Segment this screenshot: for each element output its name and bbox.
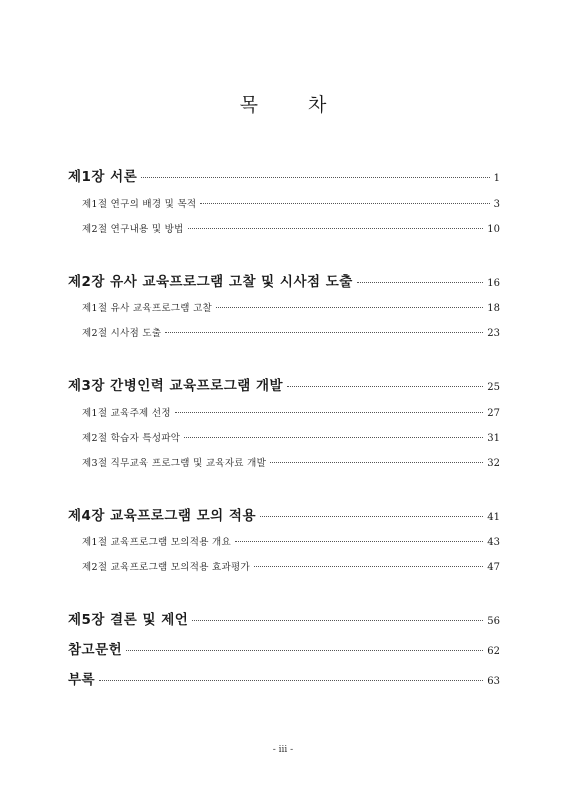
dot-leader bbox=[175, 412, 483, 413]
toc-section-label: 제1절 연구의 배경 및 목적 bbox=[82, 199, 197, 210]
toc-section-label: 제2절 연구내용 및 방법 bbox=[82, 224, 184, 235]
toc-chapter-label: 제3장 간병인력 교육프로그램 개발 bbox=[68, 378, 284, 394]
toc-section-2-1[interactable] bbox=[82, 300, 500, 314]
toc-page-number: 63 bbox=[487, 676, 500, 687]
toc-chapter-label: 제2장 유사 교육프로그램 고찰 및 시사점 도출 bbox=[68, 274, 353, 290]
toc-page-number: 10 bbox=[487, 224, 500, 235]
toc-page-number: 56 bbox=[487, 616, 500, 627]
toc-section-label: 제1절 교육주제 선정 bbox=[82, 408, 171, 419]
toc-page-number: 47 bbox=[487, 562, 500, 573]
dot-leader bbox=[192, 620, 483, 621]
toc-section-label: 제1절 유사 교육프로그램 고찰 bbox=[82, 303, 213, 314]
toc-section-3-3[interactable] bbox=[82, 455, 500, 469]
dot-leader bbox=[126, 650, 483, 651]
toc-chapter-5[interactable] bbox=[68, 608, 500, 628]
dot-leader bbox=[184, 437, 483, 438]
toc-section-label: 제2절 학습자 특성파악 bbox=[82, 433, 181, 444]
toc-page-number: 23 bbox=[487, 328, 500, 339]
toc-section-4-1[interactable] bbox=[82, 534, 500, 548]
dot-leader bbox=[270, 462, 483, 463]
dot-leader bbox=[216, 307, 483, 308]
dot-leader bbox=[254, 566, 483, 567]
toc-chapter-1[interactable] bbox=[68, 165, 500, 185]
toc-page-number: 62 bbox=[487, 646, 500, 657]
toc-section-label: 제3절 직무교육 프로그램 및 교육자료 개발 bbox=[82, 458, 267, 469]
toc-chapter-label: 제4장 교육프로그램 모의 적용 bbox=[68, 508, 256, 524]
toc-page-number: 1 bbox=[493, 173, 500, 184]
toc-section-3-1[interactable] bbox=[82, 405, 500, 419]
toc-chapter-label: 제5장 결론 및 제언 bbox=[68, 612, 189, 628]
toc-chapter-2[interactable] bbox=[68, 270, 500, 290]
toc-section-1-1[interactable] bbox=[82, 196, 500, 210]
dot-leader bbox=[188, 228, 484, 229]
toc-chapter-label: 부록 bbox=[68, 672, 96, 688]
toc-chapter-label: 참고문헌 bbox=[68, 642, 123, 658]
toc-page-number: 43 bbox=[487, 537, 500, 548]
toc-appendix[interactable] bbox=[68, 668, 500, 688]
dot-leader bbox=[99, 680, 483, 681]
toc-section-1-2[interactable] bbox=[82, 221, 500, 235]
toc-chapter-label: 제1장 서론 bbox=[68, 169, 138, 185]
dot-leader bbox=[141, 177, 489, 178]
toc-page-number: 3 bbox=[493, 199, 500, 210]
dot-leader bbox=[287, 386, 483, 387]
page-title: 목 차 bbox=[239, 94, 349, 116]
dot-leader bbox=[200, 203, 489, 204]
dot-leader bbox=[260, 516, 483, 517]
page-footer-number: - iii - bbox=[272, 745, 294, 755]
toc-section-3-2[interactable] bbox=[82, 430, 500, 444]
toc-section-label: 제1절 교육프로그램 모의적용 개요 bbox=[82, 537, 231, 548]
toc-section-label: 제2절 교육프로그램 모의적용 효과평가 bbox=[82, 562, 250, 573]
toc-page-number: 41 bbox=[487, 512, 500, 523]
toc-chapter-3[interactable] bbox=[68, 374, 500, 394]
dot-leader bbox=[165, 332, 483, 333]
dot-leader bbox=[235, 541, 483, 542]
toc-section-2-2[interactable] bbox=[82, 325, 500, 339]
toc-page-number: 18 bbox=[487, 303, 500, 314]
toc-chapter-4[interactable] bbox=[68, 504, 500, 524]
dot-leader bbox=[357, 282, 483, 283]
toc-page-number: 31 bbox=[487, 433, 500, 444]
toc-page-number: 27 bbox=[487, 408, 500, 419]
toc-page-number: 32 bbox=[487, 458, 500, 469]
toc-section-4-2[interactable] bbox=[82, 559, 500, 573]
toc-section-label: 제2절 시사점 도출 bbox=[82, 328, 162, 339]
toc-page-number: 16 bbox=[487, 278, 500, 289]
toc-references[interactable] bbox=[68, 638, 500, 658]
toc-page-number: 25 bbox=[487, 382, 500, 393]
